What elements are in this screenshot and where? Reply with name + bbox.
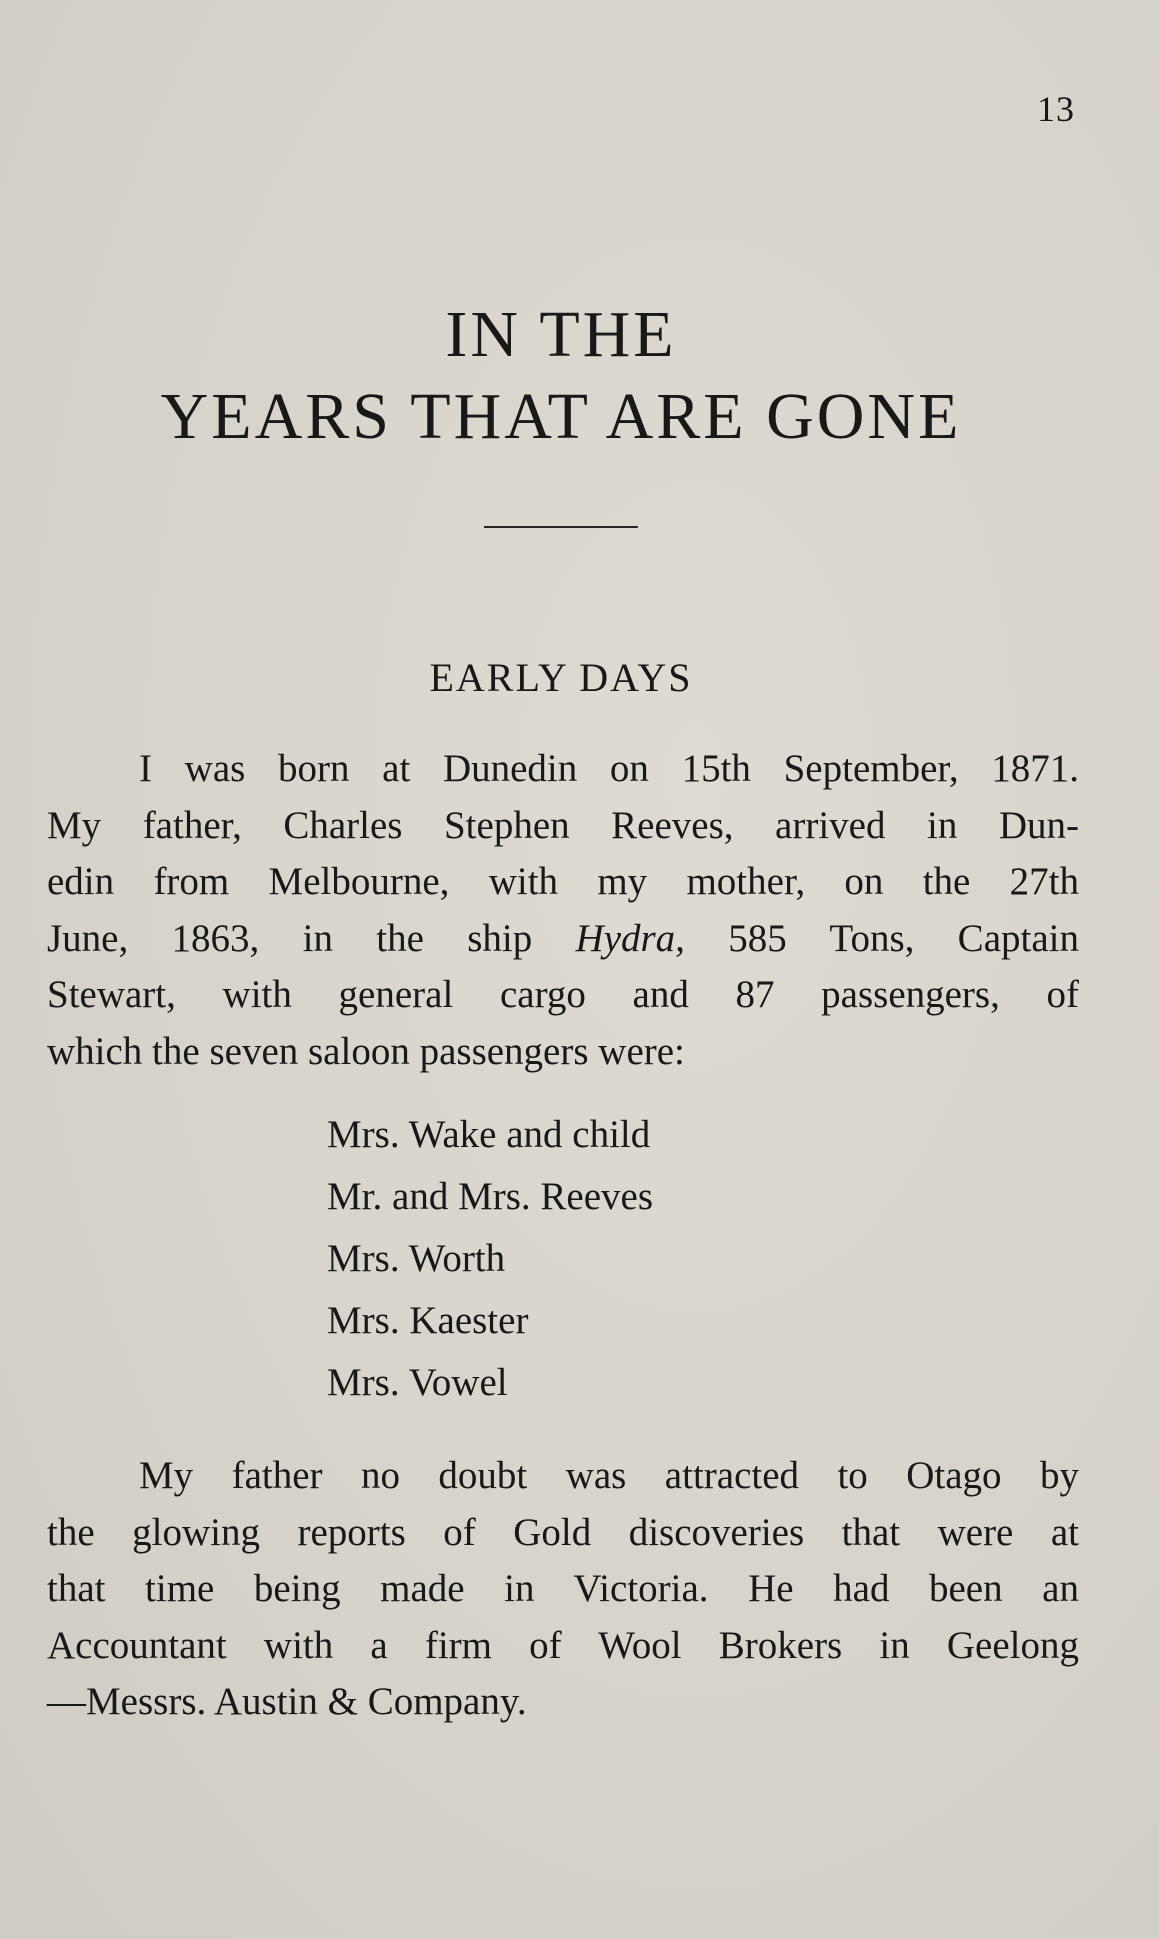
ship-name: Hydra, [575,916,685,960]
paragraph-line: My father no doubt was attracted to Otago by [139,1454,1079,1497]
paragraph-line-fragment: 585 Tons, Captain [684,916,1079,960]
passenger-list [327,1104,653,1414]
title-divider-rule [484,526,638,528]
page-number: 13 [1037,89,1075,129]
chapter-title-line-2: YEARS THAT ARE GONE [160,380,962,453]
paragraph-father-otago [47,1448,1079,1731]
paragraph-line: Stewart, with general cargo and 87 passengers, of [47,973,1079,1016]
section-heading: EARLY DAYS [429,655,693,700]
passenger-item: Mrs. Vowel [327,1361,508,1404]
paragraph-line-ship [47,911,1079,968]
passenger-item: Mrs. Wake and child [327,1113,651,1156]
paragraph-line: Accountant with a firm of Wool Brokers in Geelong [47,1623,1079,1667]
chapter-title-line-1: IN THE [445,298,677,371]
paragraph-line: —Messrs. Austin & Company. [47,1680,527,1723]
paragraph-line: My father, Charles Stephen Reeves, arrived in Dun- [47,803,1079,847]
paragraph-line: I was born at Dunedin on 15th September, 1871. [139,747,1079,790]
paragraph-line: edin from Melbourne, with my mother, on the 27th [47,860,1079,903]
paragraph-line-fragment: June, 1863, in the ship [47,916,576,960]
paragraph-line: which the seven saloon passengers were: [47,1029,685,1073]
passenger-item: Mrs. Kaester [327,1299,529,1342]
paragraph-line: that time being made in Victoria. He had been an [47,1567,1079,1610]
passenger-item: Mrs. Worth [327,1237,506,1280]
paragraph-line: the glowing reports of Gold discoveries that were at [47,1510,1079,1554]
paragraph-early-days [47,741,1079,1080]
passenger-item: Mr. and Mrs. Reeves [327,1175,654,1218]
